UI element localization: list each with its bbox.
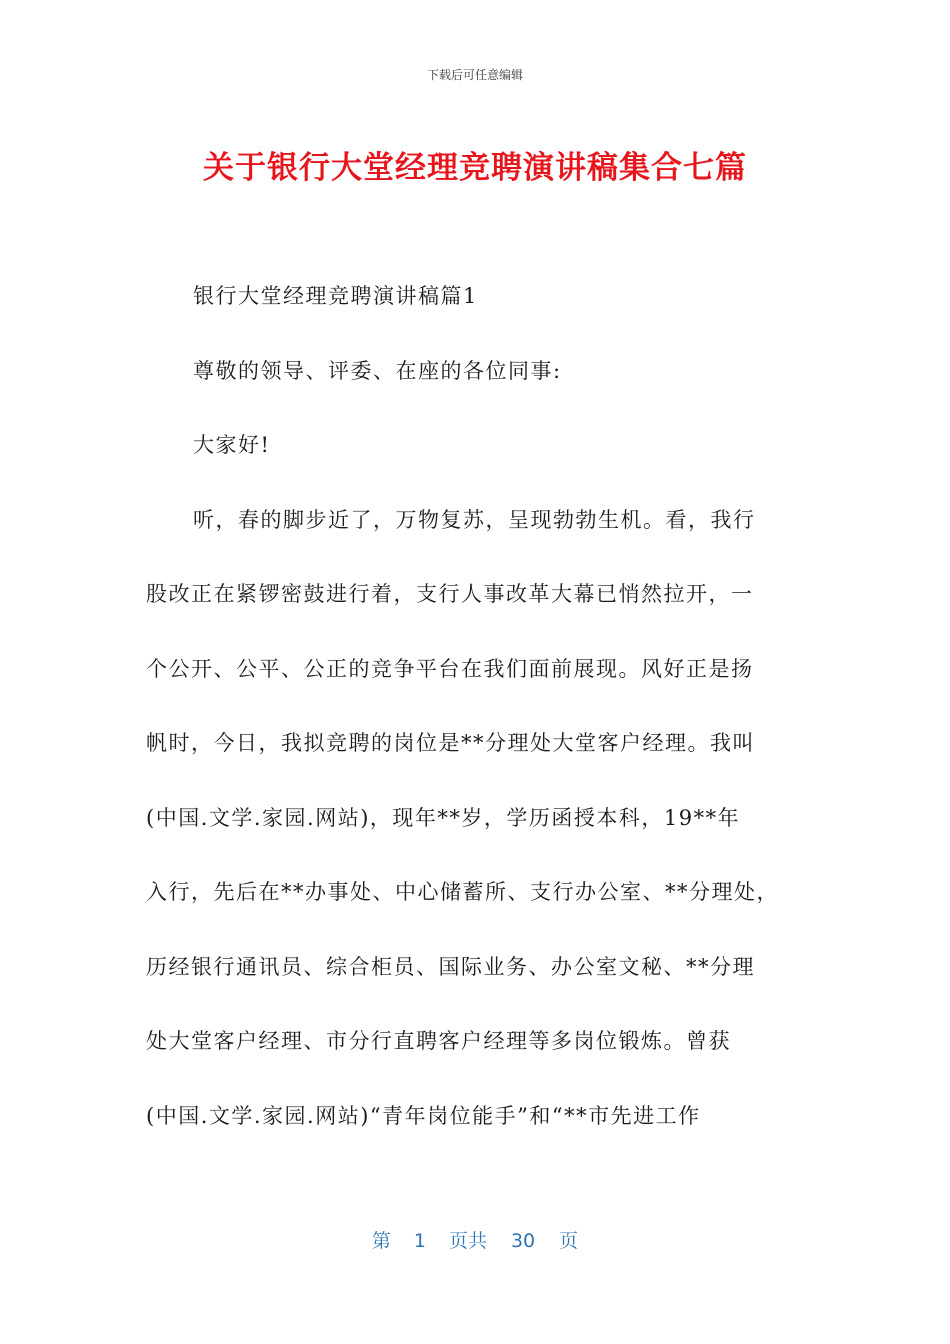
text-line: 帆时，今日，我拟竞聘的岗位是**分理处大堂客户经理。我叫 bbox=[146, 731, 755, 755]
body-text bbox=[146, 280, 806, 1174]
footer-page-number: 1 bbox=[413, 1230, 426, 1252]
text-line: 银行大堂经理竞聘演讲稿篇1 bbox=[193, 284, 478, 308]
text-line: 尊敬的领导、评委、在座的各位同事: bbox=[193, 358, 562, 383]
text-line: (中国.文学.家园.网站)“青年岗位能手”和“**市先进工作 bbox=[146, 1103, 701, 1128]
text-line: 听，春的脚步近了，万物复苏，呈现勃勃生机。看，我行 bbox=[193, 507, 756, 532]
header-note: 下载后可任意编辑 bbox=[426, 68, 523, 82]
text-line: 个公开、公平、公正的竞争平台在我们面前展现。风好正是扬 bbox=[146, 656, 754, 681]
page-footer bbox=[0, 1226, 950, 1253]
footer-prefix: 第 bbox=[371, 1230, 391, 1252]
footer-middle: 页共 bbox=[448, 1230, 487, 1252]
text-line: 股改正在紧锣密鼓进行着，支行人事改革大幕已悄然拉开，一 bbox=[146, 582, 754, 606]
text-line: 大家好! bbox=[193, 433, 271, 457]
text-line: (中国.文学.家园.网站)，现年**岁，学历函授本科，19**年 bbox=[146, 805, 741, 830]
document-title: 关于银行大堂经理竞聘演讲稿集合七篇 bbox=[203, 150, 747, 186]
text-line: 处大堂客户经理、市分行直聘客户经理等多岗位锻炼。曾获 bbox=[146, 1029, 731, 1053]
footer-suffix: 页 bbox=[559, 1230, 579, 1252]
text-line: 入行，先后在**办事处、中心储蓄所、支行办公室、**分理处， bbox=[146, 880, 779, 904]
footer-total-pages: 30 bbox=[510, 1230, 536, 1252]
text-line: 历经银行通讯员、综合柜员、国际业务、办公室文秘、**分理 bbox=[146, 954, 755, 979]
